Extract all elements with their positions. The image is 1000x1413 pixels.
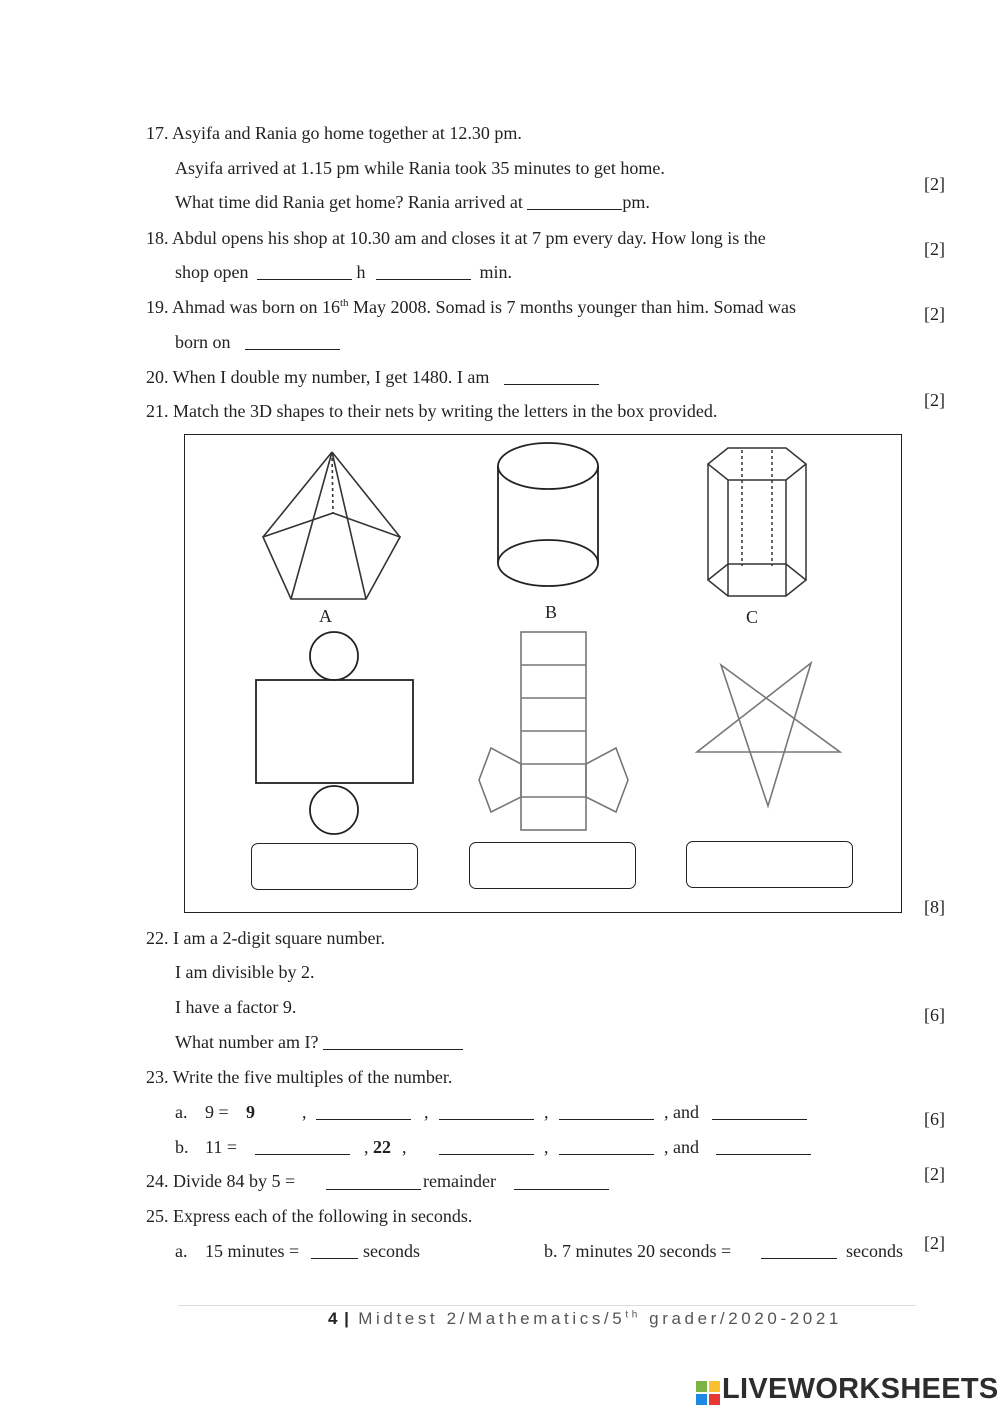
- q23a-first-multiple: 9: [246, 1102, 255, 1122]
- q23b-comma-3: ,: [544, 1137, 549, 1157]
- q18-minutes-unit: min.: [479, 262, 513, 282]
- footer-divider: [178, 1305, 916, 1306]
- shape-label-b: B: [545, 602, 558, 622]
- q23b-comma-1: ,: [364, 1137, 369, 1157]
- hexagonal-prism-net-icon: [479, 632, 628, 830]
- q23a-comma-2: ,: [424, 1102, 429, 1122]
- q18-hours-unit: h: [356, 262, 366, 282]
- q23a-and: , and: [664, 1102, 699, 1122]
- q25-line1: 25. Express each of the following in seconds.: [146, 1206, 473, 1226]
- q25b-question: b. 7 minutes 20 seconds =: [544, 1241, 732, 1261]
- q23b-input-3[interactable]: [439, 1136, 534, 1155]
- q25b-input[interactable]: [761, 1240, 837, 1259]
- q24-marks: [2]: [924, 1164, 945, 1184]
- cylinder-icon: [498, 443, 598, 586]
- pentagonal-pyramid-icon: [263, 452, 400, 599]
- q23a-input-4[interactable]: [559, 1101, 654, 1120]
- q18-marks: [2]: [924, 239, 945, 259]
- q17-marks: [2]: [924, 174, 945, 194]
- q24-remainder-input[interactable]: [514, 1171, 609, 1190]
- q23b-second-multiple: 22: [373, 1137, 391, 1157]
- q19-superscript: th: [339, 297, 349, 309]
- q24-line1: 24. Divide 84 by 5 =: [146, 1171, 296, 1191]
- q21-marks: [8]: [924, 897, 945, 917]
- q22-line2: I am divisible by 2.: [175, 962, 315, 982]
- q21-answer-box-1[interactable]: [251, 843, 418, 890]
- q22-marks: [6]: [924, 1005, 945, 1025]
- footer-text: Midtest 2/Mathematics/5: [358, 1309, 626, 1328]
- q25a-input[interactable]: [311, 1240, 358, 1259]
- q17-line1: 17. Asyifa and Rania go home together at 12.30 pm.: [146, 123, 522, 143]
- q23-line1: 23. Write the five multiples of the number.: [146, 1067, 453, 1087]
- q24-remainder-label: remainder: [423, 1171, 496, 1191]
- q23-marks: [6]: [924, 1109, 945, 1129]
- q24-quotient-input[interactable]: [326, 1171, 421, 1190]
- q21-line1: 21. Match the 3D shapes to their nets by writing the letters in the box provided.: [146, 401, 718, 421]
- q22-line4: [175, 1031, 463, 1053]
- liveworksheets-brand[interactable]: LIVEWORKSHEETS: [722, 1373, 999, 1405]
- hexagonal-prism-icon: [708, 448, 806, 596]
- footer-text-2: grader/2020-2021: [640, 1309, 842, 1328]
- q17-unit: pm.: [622, 192, 650, 212]
- q23a-comma-1: ,: [302, 1102, 307, 1122]
- q23b-label: b.: [175, 1137, 189, 1157]
- page-number: 4 |: [328, 1309, 350, 1328]
- q23a-input-5[interactable]: [712, 1101, 807, 1120]
- q23b-input-5[interactable]: [716, 1136, 811, 1155]
- q18-prefix: shop open: [175, 262, 249, 282]
- shape-label-a: A: [319, 606, 332, 626]
- q25-marks: [2]: [924, 1233, 945, 1253]
- q23b-input-4[interactable]: [559, 1136, 654, 1155]
- q19-marks: [2]: [924, 304, 945, 324]
- q25a-question: 15 minutes =: [205, 1241, 300, 1261]
- q23a-input-2[interactable]: [316, 1101, 411, 1120]
- q23a-comma-3: ,: [544, 1102, 549, 1122]
- q25a-unit: seconds: [363, 1241, 420, 1261]
- q20-prefix: 20. When I double my number, I get 1480. I am: [146, 367, 490, 387]
- liveworksheets-logo-icon: [696, 1381, 720, 1405]
- q25a-label: a.: [175, 1241, 188, 1261]
- q19-prefix: born on: [175, 332, 231, 352]
- q23b-input-1[interactable]: [255, 1136, 350, 1155]
- q23a-label: a.: [175, 1102, 188, 1122]
- q18-line1: 18. Abdul opens his shop at 10.30 am and closes it at 7 pm every day. How long is the: [146, 228, 766, 248]
- q23b-expr: 11 =: [205, 1137, 237, 1157]
- q22-question: What number am I?: [175, 1032, 319, 1052]
- page-footer: [328, 1309, 842, 1329]
- q19-text-b: May 2008. Somad is 7 months younger than him. Somad was: [348, 297, 797, 317]
- q17-line2: Asyifa arrived at 1.15 pm while Rania took 35 minutes to get home.: [175, 158, 665, 178]
- footer-superscript: th: [625, 1309, 641, 1321]
- q23b-and: , and: [664, 1137, 699, 1157]
- star-net-icon: [697, 663, 840, 806]
- q17-question: What time did Rania get home? Rania arrived at: [175, 192, 523, 212]
- q20-marks: [2]: [924, 390, 945, 410]
- q22-line1: 22. I am a 2-digit square number.: [146, 928, 385, 948]
- q23a-expr: 9 =: [205, 1102, 229, 1122]
- q19-text-a: 19. Ahmad was born on 16: [146, 297, 340, 317]
- q22-answer-input[interactable]: [323, 1031, 463, 1050]
- q23a-input-3[interactable]: [439, 1101, 534, 1120]
- q21-answer-box-2[interactable]: [469, 842, 636, 889]
- q21-answer-box-3[interactable]: [686, 841, 853, 888]
- q23b-comma-2: ,: [402, 1137, 407, 1157]
- q25b-unit: seconds: [846, 1241, 903, 1261]
- q22-line3: I have a factor 9.: [175, 997, 297, 1017]
- cylinder-net-icon: [256, 632, 413, 834]
- shape-label-c: C: [746, 607, 759, 627]
